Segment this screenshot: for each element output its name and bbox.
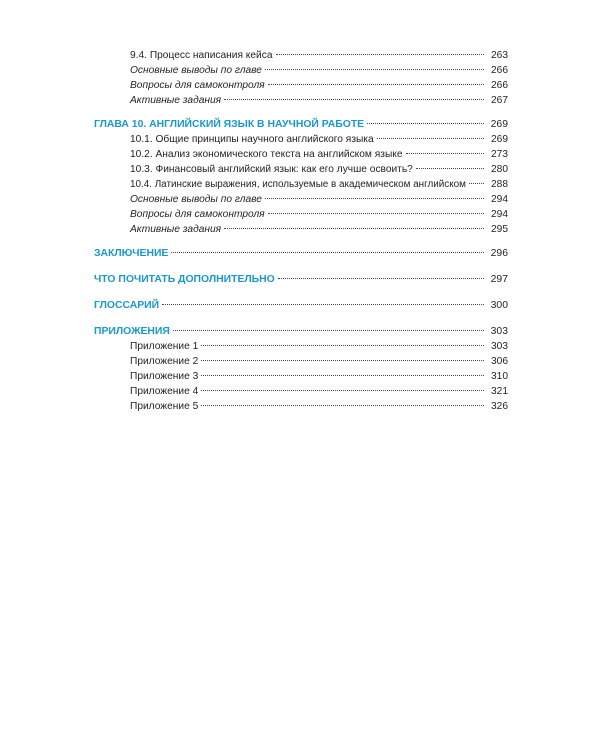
- toc-chapter-title: ПРИЛОЖЕНИЯ: [94, 326, 170, 337]
- dot-leader: [223, 88, 484, 103]
- dot-leader: [275, 43, 485, 58]
- dot-leader: [170, 241, 484, 256]
- dot-leader: [405, 142, 484, 157]
- toc-entry-page: 300: [490, 300, 508, 311]
- toc-entry-title: 9.4. Процесс написания кейса: [130, 50, 273, 61]
- toc-entry-page: 306: [491, 356, 508, 367]
- dot-leader: [200, 364, 484, 379]
- toc-entry-title: 10.1. Общие принципы научного английского языка: [130, 134, 374, 145]
- toc-further-reading: [94, 267, 508, 285]
- dot-leader: [366, 112, 484, 127]
- dot-leader: [223, 217, 484, 232]
- toc-chapter-title: ЧТО ПОЧИТАТЬ ДОПОЛНИТЕЛЬНО: [94, 274, 275, 285]
- dot-leader: [277, 267, 484, 282]
- toc-entry-title: 10.2. Анализ экономического текста на английском языке: [130, 149, 403, 160]
- dot-leader: [264, 58, 484, 73]
- dot-leader: [264, 187, 484, 202]
- toc-entry-title: Приложение 3: [130, 371, 199, 382]
- dot-leader: [200, 334, 484, 349]
- toc-entry-page: 266: [491, 80, 508, 91]
- toc-entry-page: 303: [490, 326, 508, 337]
- toc-entry-page: 288: [491, 179, 508, 190]
- toc-entry-9-4: [94, 43, 508, 61]
- toc-entry-title: Приложение 2: [130, 356, 199, 367]
- dot-leader: [376, 127, 484, 142]
- toc-entry-page: 273: [491, 149, 508, 160]
- table-of-contents: [94, 43, 508, 412]
- toc-entry-page: 295: [491, 224, 508, 235]
- dot-leader: [267, 73, 484, 88]
- toc-entry-page: 297: [490, 274, 508, 285]
- toc-entry-page: 267: [491, 95, 508, 106]
- toc-chapter-title: ГЛАВА 10. АНГЛИЙСКИЙ ЯЗЫК В НАУЧНОЙ РАБОТЕ: [94, 119, 365, 130]
- toc-entry-title: Активные задания: [130, 95, 222, 106]
- toc-glossary: [94, 293, 508, 311]
- dot-leader: [415, 157, 484, 172]
- toc-entry-title: 10.4. Латинские выражения, используемые в академическом английском: [130, 179, 466, 190]
- toc-entry-title: Основные выводы по главе: [130, 194, 262, 205]
- toc-entry-page: 326: [491, 401, 508, 412]
- toc-entry-title: Вопросы для самоконтроля: [130, 80, 265, 91]
- toc-entry-title: Вопросы для самоконтроля: [130, 209, 265, 220]
- toc-entry-title: Основные выводы по главе: [130, 65, 262, 76]
- toc-entry-title: Активные задания: [130, 224, 222, 235]
- toc-entry-page: 266: [491, 65, 508, 76]
- toc-entry-page: 310: [491, 371, 508, 382]
- toc-entry-page: 263: [491, 50, 508, 61]
- toc-chapter-title: ЗАКЛЮЧЕНИЕ: [94, 248, 169, 259]
- toc-entry-page: 303: [491, 341, 508, 352]
- toc-entry-page: 269: [491, 134, 508, 145]
- toc-entry-page: 296: [490, 248, 508, 259]
- toc-entry-page: 321: [491, 386, 508, 397]
- toc-entry-page: 294: [491, 209, 508, 220]
- toc-chapter-10: [94, 112, 508, 130]
- dot-leader: [267, 202, 484, 217]
- toc-appendices: [94, 319, 508, 337]
- dot-leader: [200, 379, 484, 394]
- toc-conclusion: [94, 241, 508, 259]
- toc-chapter-title: ГЛОССАРИЙ: [94, 300, 160, 311]
- toc-entry-title: Приложение 5: [130, 401, 199, 412]
- toc-entry-title: 10.3. Финансовый английский язык: как его лучше освоить?: [130, 164, 413, 175]
- toc-entry-page: 294: [491, 194, 508, 205]
- toc-entry-page: 269: [490, 119, 508, 130]
- dot-leader: [200, 349, 484, 364]
- dot-leader: [172, 319, 484, 334]
- toc-entry-page: 280: [491, 164, 508, 175]
- toc-entry-title: Приложение 4: [130, 386, 199, 397]
- dot-leader: [200, 394, 484, 409]
- toc-entry-title: Приложение 1: [130, 341, 199, 352]
- dot-leader: [468, 172, 484, 187]
- dot-leader: [161, 293, 484, 308]
